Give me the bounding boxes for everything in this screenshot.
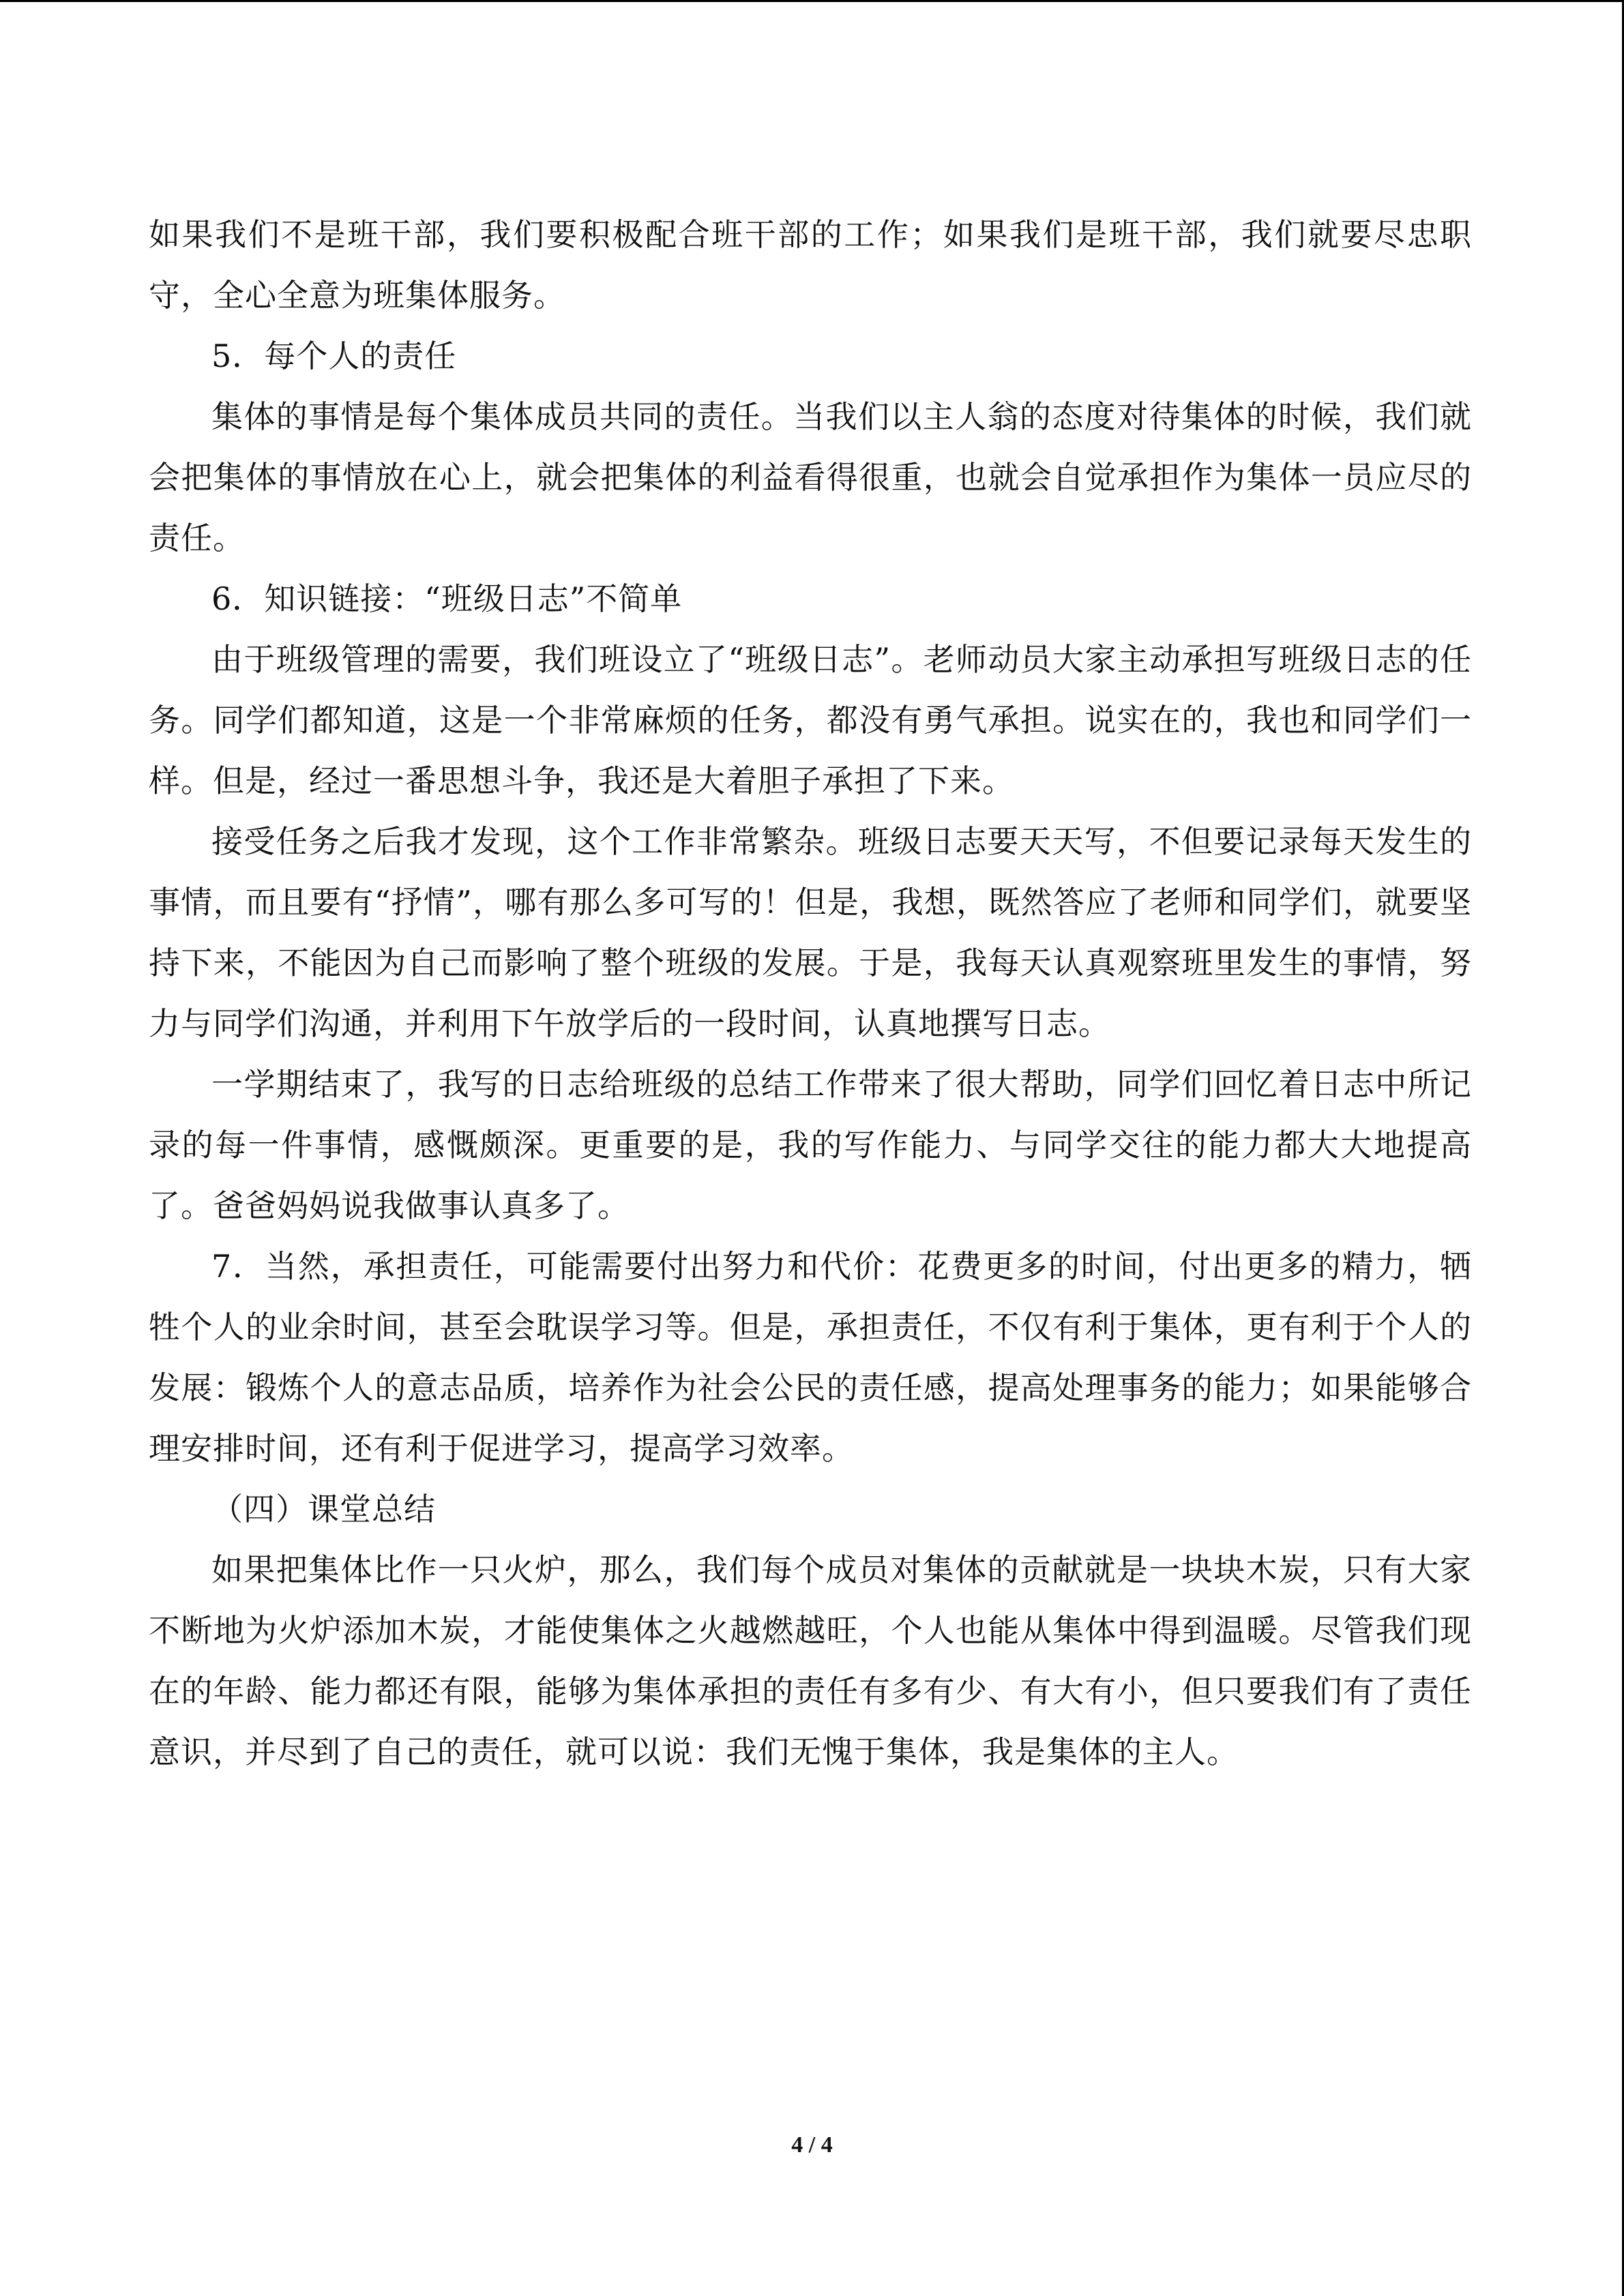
heading-knowledge-link: 6．知识链接：“班级日志”不简单 xyxy=(211,580,683,617)
document-body xyxy=(149,205,1472,1783)
paragraph-class-log-intro: 由于班级管理的需要，我们班设立了“班级日志”。老师动员大家主动承担写班级日志的任务。同学们都知道，这是一个非常麻烦的任务，都没有勇气承担。说实在的，我也和同学们一样。但是，经过一番思想斗争，我还是大着胆子承担了下来。 xyxy=(149,641,1472,799)
paragraph-cost-of-responsibility: 7．当然，承担责任，可能需要付出努力和代价：花费更多的时间，付出更多的精力，牺牲个人的业余时间，甚至会耽误学习等。但是，承担责任，不仅有利于集体，更有利于个人的发展：锻炼个人的意志品质，培养作为社会公民的责任感，提高处理事务的能力；如果能够合理安排时间，还有利于促进学习，提高学习效率。 xyxy=(149,1248,1472,1467)
page-top-border xyxy=(0,0,1624,2)
paragraph-class-cadre-duty: 如果我们不是班干部，我们要积极配合班干部的工作；如果我们是班干部，我们就要尽忠职守，全心全意为班集体服务。 xyxy=(149,216,1472,314)
paragraph-class-log-result: 一学期结束了，我写的日志给班级的总结工作带来了很大帮助，同学们回忆着日志中所记录的每一件事情，感慨颇深。更重要的是，我的写作能力、与同学交往的能力都大大地提高了。爸爸妈妈说我做事认真多了。 xyxy=(149,1066,1472,1224)
heading-everyone-responsibility: 5．每个人的责任 xyxy=(211,338,457,374)
paragraph-summary-furnace: 如果把集体比作一只火炉，那么，我们每个成员对集体的贡献就是一块块木炭，只有大家不断地为火炉添加木炭，才能使集体之火越燃越旺，个人也能从集体中得到温暖。尽管我们现在的年龄、能力都还有限，能够为集体承担的责任有多有少、有大有小，但只要我们有了责任意识，并尽到了自己的责任，就可以说：我们无愧于集体，我是集体的主人。 xyxy=(149,1551,1472,1770)
page-number: 4 / 4 xyxy=(791,2132,833,2158)
paragraph-class-log-work: 接受任务之后我才发现，这个工作非常繁杂。班级日志要天天写，不但要记录每天发生的事情，而且要有“抒情”，哪有那么多可写的！但是，我想，既然答应了老师和同学们，就要坚持下来，不能因为自己而影响了整个班级的发展。于是，我每天认真观察班里发生的事情，努力与同学们沟通，并利用下午放学后的一段时间，认真地撰写日志。 xyxy=(149,823,1472,1042)
paragraph-collective-responsibility: 集体的事情是每个集体成员共同的责任。当我们以主人翁的态度对待集体的时候，我们就会把集体的事情放在心上，就会把集体的利益看得很重，也就会自觉承担作为集体一员应尽的责任。 xyxy=(149,398,1472,556)
heading-class-summary: （四）课堂总结 xyxy=(211,1491,436,1527)
